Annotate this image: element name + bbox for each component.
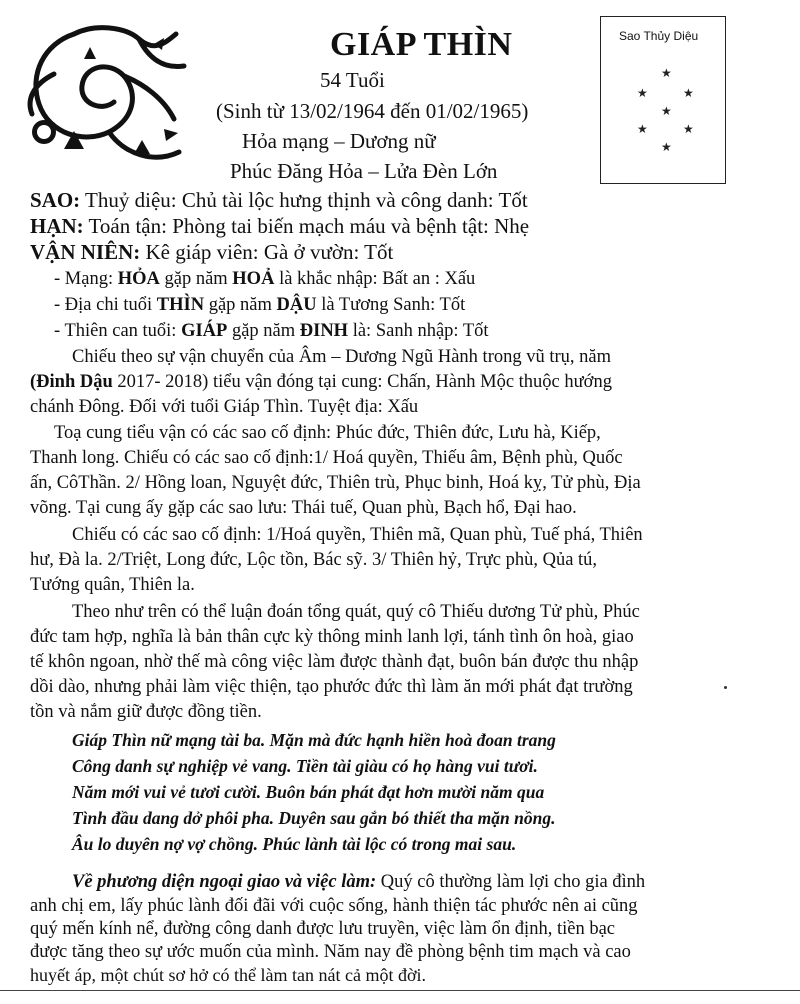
text-segment: là Tương Sanh: Tốt [316,295,466,315]
van-nien-line [30,242,770,263]
text-segment: - Địa chi tuổi [54,295,157,315]
sao-line [30,190,770,211]
para1-line [30,373,770,392]
para5-line: được tăng theo sự ước muốn của mình. Năm nay đề phòng bệnh tim mạch và cao [30,942,631,962]
text-bold: (Đinh Dậu [30,372,113,392]
thien-can-line [54,322,794,341]
star-box-label: Sao Thủy Diệu [619,29,699,43]
text-segment: là khắc nhập: Bất an : Xấu [274,269,476,289]
age-text: 54 Tuổi [320,68,385,92]
text-segment: - Thiên can tuổi: [54,321,182,341]
text-segment: - Mạng: [54,269,118,289]
text-bold: DẬU [276,295,317,315]
para4-line: đức tam hợp, nghĩa là bản thân cực kỳ thông minh lanh lợi, tánh tình ôn hoà, giao [30,627,634,647]
van-nien-label: VẬN NIÊN: [30,240,141,264]
para3-line: Tướng quân, Thiên la. [30,575,195,595]
dragon-icon [14,14,204,184]
birth-range: (Sinh từ 13/02/1964 đến 01/02/1965) [216,99,529,123]
para4-line: tế khôn ngoan, nhờ thế mà công việc làm được thành đạt, buôn bán được thu nhập [30,652,639,672]
van-nien-text: Kê giáp viên: Gà ở vườn: Tốt [140,240,394,264]
poem-line: Giáp Thìn nữ mạng tài ba. Mặn mà đức hạnh hiền hoà đoan trang [72,730,556,750]
star-icon: ★ [661,66,672,80]
para2-line: Thanh long. Chiếu có các sao cố định:1/ Hoá quyền, Thiếu âm, Bệnh phù, Quốc [30,448,623,468]
para2-line: võng. Tại cung ấy gặp các sao lưu: Thái tuế, Quan phù, Bạch hổ, Đại hao. [30,498,577,518]
star-icon: ★ [683,86,694,100]
para5-line: anh chị em, lấy phúc lành đối đãi với cuộc sống, hành thiện tác phước nên ai cũng [30,896,638,916]
dia-chi-line [54,296,794,315]
phuc-text: Phúc Đăng Hỏa – Lửa Đèn Lớn [230,159,498,183]
text-bold: GIÁP [181,321,228,341]
para3-line: Chiếu có các sao cố định: 1/Hoá quyền, Thiên mã, Quan phù, Tuế phá, Thiên [72,525,643,545]
star-icon: ★ [661,140,672,154]
star-box [600,16,726,184]
para4-line: dồi dào, nhưng phải làm việc thiện, tạo phước đức thì làm ăn mới phát đạt trường [30,677,633,697]
para5-line: huyết áp, một chút sơ hở có thể làm tan nát cả một đời. [30,965,426,985]
poem-line: Âu lo duyên nợ vợ chồng. Phúc lành tài lộc có trong mai sau. [72,834,517,854]
text-segment: gặp năm [159,269,233,289]
star-icon: ★ [683,122,694,136]
star-icon: ★ [661,104,672,118]
text-segment: gặp năm [227,321,300,341]
poem-line: Năm mới vui vẻ tươi cười. Buôn bán phát đạt hơn mười năm qua [72,782,545,802]
para2-line: Toạ cung tiểu vận có các sao cố định: Phúc đức, Thiên đức, Lưu hà, Kiếp, [54,423,601,443]
text-bold: ĐINH [299,321,349,341]
text-segment: gặp năm [204,295,277,315]
han-label: HẠN: [30,214,84,238]
text-segment: là: Sanh nhập: Tốt [348,321,489,341]
text-segment: 2017- 2018) tiểu vận đóng tại cung: Chấn, Hành Mộc thuộc hướng [112,372,612,392]
para5-line [72,873,800,892]
text-bold: THÌN [156,295,205,315]
han-line [30,216,770,237]
sao-label: SAO: [30,188,81,212]
sao-text: Thuỷ diệu: Chủ tài lộc hưng thịnh và công danh: Tốt [80,188,528,212]
menh-detail-line [54,270,794,289]
star-icon: ★ [637,122,648,136]
para3-line: hư, Đà la. 2/Triệt, Long đức, Lộc tồn, Bác sỹ. 3/ Thiên hỷ, Trực phù, Qủa tú, [30,550,598,570]
poem-line: Tình đầu dang dở phôi pha. Duyên sau gắn bó thiết tha mặn nồng. [72,808,556,828]
star-icon: ★ [637,86,648,100]
para2-line: ấn, CôThần. 2/ Hồng loan, Nguyệt đức, Thiên trù, Phục binh, Hoá kỵ, Tử phù, Địa [30,473,641,493]
han-text: Toán tận: Phòng tai biến mạch máu và bệnh tật: Nhẹ [83,214,530,238]
para4-line: Theo như trên có thể luận đoán tổng quát, quý cô Thiếu dương Tử phù, Phúc [72,602,640,622]
menh-text: Hỏa mạng – Dương nữ [242,129,436,153]
text-bold: HỎA [117,269,160,289]
para5-line: quý mến kính nể, đường công danh được lưu truyền, việc làm ổn định, tiền bạc [30,919,615,939]
poem-line: Công danh sự nghiệp vẻ vang. Tiền tài giàu có họ hàng vui tươi. [72,756,538,776]
para1-line: Chiếu theo sự vận chuyển của Âm – Dương Ngũ Hành trong vũ trụ, năm [72,347,612,367]
para5-lead: Về phương diện ngoại giao và việc làm: [72,872,377,892]
bottom-rule [0,990,800,991]
para4-line: tồn và nắm giữ được đồng tiền. [30,702,262,722]
dot-mark [724,686,727,689]
para1-line: chánh Đông. Đối với tuổi Giáp Thìn. Tuyệt địa: Xấu [30,397,419,417]
text-segment: Quý cô thường làm lợi cho gia đình [376,872,646,892]
page-title: GIÁP THÌN [330,26,513,63]
text-bold: HOẢ [232,269,275,289]
